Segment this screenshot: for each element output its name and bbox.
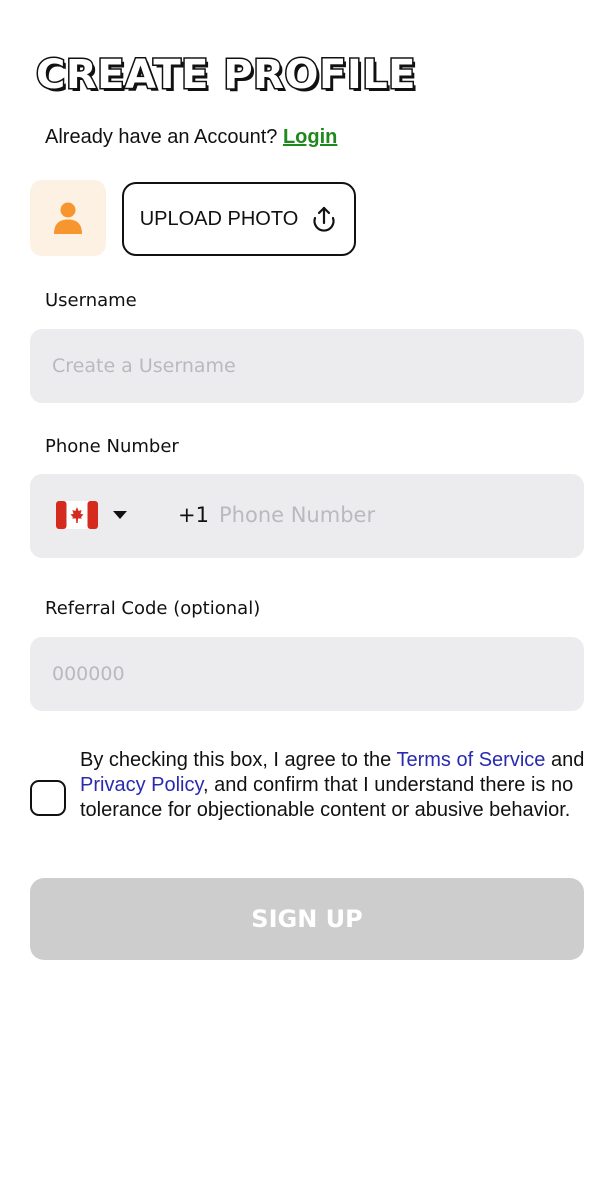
agreement-text-part: , and confirm that I understand there is no tolerance for objectionable content or abusive behavior. <box>80 774 574 821</box>
agreement-text-part: and <box>545 749 585 771</box>
username-input[interactable] <box>30 329 584 403</box>
user-icon <box>53 201 83 235</box>
account-prompt-text: Already have an Account? <box>45 126 283 148</box>
phone-placeholder: Phone Number <box>219 503 376 527</box>
terms-of-service-link[interactable]: Terms of Service <box>396 749 546 771</box>
upload-photo-button[interactable] <box>122 182 356 256</box>
canada-flag-icon <box>56 501 98 529</box>
phone-label: Phone Number <box>45 436 179 457</box>
country-selector[interactable] <box>56 501 128 529</box>
username-label: Username <box>45 290 137 311</box>
upload-photo-label: UPLOAD PHOTO <box>139 207 299 230</box>
phone-input[interactable] <box>30 474 584 558</box>
dial-code: +1 <box>178 503 209 527</box>
chevron-down-icon <box>112 510 128 520</box>
agree-checkbox[interactable] <box>30 780 66 816</box>
avatar-placeholder[interactable] <box>30 180 106 256</box>
sign-up-button[interactable]: SIGN UP <box>30 878 584 960</box>
agreement-text-part: By checking this box, I agree to the <box>80 749 397 771</box>
referral-label: Referral Code (optional) <box>45 598 261 619</box>
account-prompt <box>45 126 337 149</box>
privacy-policy-link[interactable]: Privacy Policy <box>80 774 203 796</box>
referral-code-input[interactable] <box>30 637 584 711</box>
username-placeholder: Create a Username <box>52 355 236 377</box>
referral-placeholder: 000000 <box>52 663 125 685</box>
upload-icon <box>310 205 338 233</box>
login-link[interactable]: Login <box>282 126 338 148</box>
page-title: CREATE PROFILE <box>36 52 417 98</box>
agreement-text <box>80 748 590 823</box>
